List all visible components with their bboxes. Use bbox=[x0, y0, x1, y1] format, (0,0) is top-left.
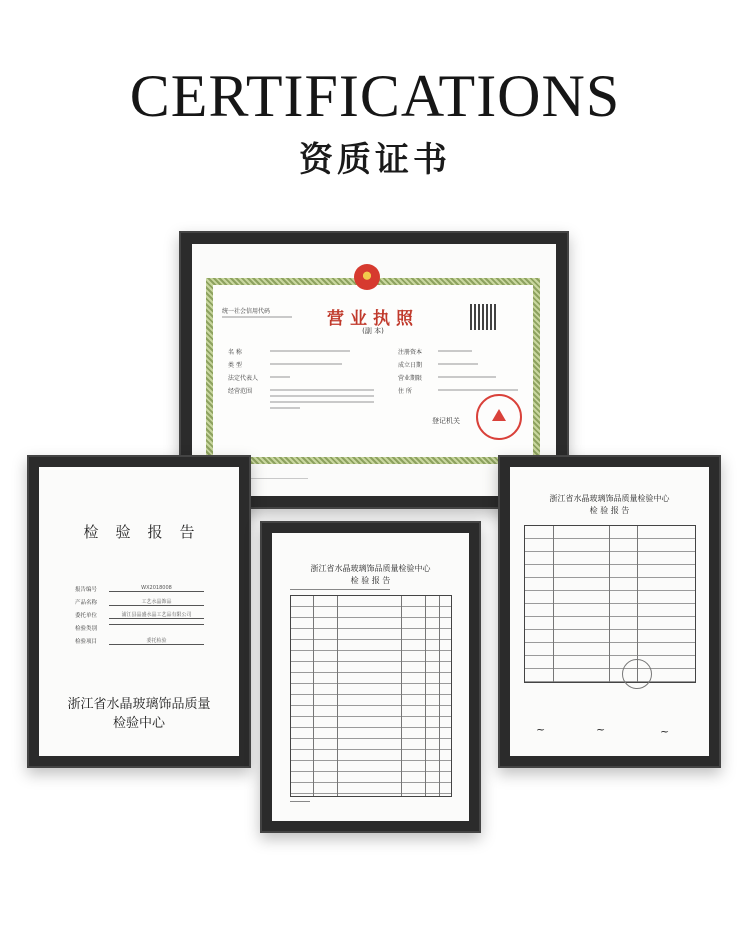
license-field-value bbox=[270, 389, 374, 391]
report-title: 浙江省水晶玻璃饰品质量检验中心 bbox=[549, 494, 670, 503]
license-field-value bbox=[270, 363, 342, 365]
signature-icon: ~ bbox=[536, 723, 546, 736]
table-column-line bbox=[401, 596, 402, 796]
page-subtitle: 资质证书 bbox=[299, 140, 451, 180]
cover-row bbox=[75, 611, 192, 622]
cover-organization-line: 浙江省水晶玻璃饰品质量 bbox=[67, 697, 211, 712]
license-field-value bbox=[270, 395, 374, 397]
table-column-line bbox=[313, 596, 314, 796]
license-field-value bbox=[438, 350, 472, 352]
signature-icon: ~ bbox=[660, 725, 670, 738]
cover-row bbox=[75, 598, 172, 609]
table-column-line bbox=[425, 596, 426, 796]
license-field-label: 经营范围 bbox=[228, 388, 253, 395]
report-subtitle: 检 验 报 告 bbox=[589, 506, 630, 515]
inspection-seal-icon bbox=[622, 659, 652, 689]
license-field-label: 法定代表人 bbox=[228, 375, 259, 382]
report-table bbox=[290, 595, 452, 797]
cover-row-label: 委托单位 bbox=[75, 613, 98, 619]
cover-row-value: 委托检验 bbox=[109, 637, 204, 645]
license-field-label: 名 称 bbox=[228, 349, 242, 356]
cover-row bbox=[75, 637, 167, 648]
signature-icon: ~ bbox=[596, 723, 606, 736]
table-column-line bbox=[439, 596, 440, 796]
cover-organization-line: 检验中心 bbox=[112, 716, 165, 731]
license-issuer: 登记机关 bbox=[432, 417, 460, 425]
license-field-label: 成立日期 bbox=[398, 362, 423, 369]
page-title: CERTIFICATIONS bbox=[129, 63, 621, 129]
cover-row-value bbox=[109, 624, 204, 625]
cover-row bbox=[75, 585, 172, 596]
inspection-cover-frame bbox=[27, 455, 251, 768]
credit-code-label: 统一社会信用代码 bbox=[222, 308, 271, 315]
license-field-value bbox=[270, 407, 300, 409]
license-field-value bbox=[270, 376, 290, 378]
report-middle-frame bbox=[260, 521, 481, 833]
table-column-line bbox=[609, 526, 610, 682]
license-field-value bbox=[438, 363, 478, 365]
cover-row-label: 检验类别 bbox=[75, 626, 98, 632]
cover-organization bbox=[39, 695, 239, 733]
report-page-right bbox=[510, 467, 709, 756]
cover-row-label: 产品名称 bbox=[75, 600, 98, 606]
official-seal-icon bbox=[476, 394, 522, 440]
license-field-value bbox=[270, 350, 350, 352]
inspection-report-cover bbox=[39, 467, 239, 756]
cover-row-value: 工艺水晶饰品 bbox=[109, 598, 204, 606]
cover-row bbox=[75, 624, 97, 635]
table-column-line bbox=[553, 526, 554, 682]
credit-code-value bbox=[222, 316, 292, 318]
cover-title: 检验报告 bbox=[83, 523, 212, 541]
cover-row-label: 报告编号 bbox=[75, 587, 98, 593]
national-emblem-icon bbox=[354, 264, 380, 290]
license-field-value bbox=[438, 376, 496, 378]
report-subtitle: 检 验 报 告 bbox=[350, 576, 391, 585]
report-number-line bbox=[290, 589, 390, 590]
license-field-label: 住 所 bbox=[398, 388, 412, 395]
license-field-label: 注册资本 bbox=[398, 349, 423, 356]
license-title: 营业执照 bbox=[327, 309, 419, 329]
table-column-line bbox=[337, 596, 338, 796]
license-field-value bbox=[438, 389, 518, 391]
cover-row-label: 检验项目 bbox=[75, 639, 98, 645]
cover-row-value: WX2018008 bbox=[109, 585, 204, 592]
report-footer-note bbox=[290, 801, 310, 802]
report-table bbox=[524, 525, 696, 683]
license-field-label: 营业期限 bbox=[398, 375, 423, 382]
report-title: 浙江省水晶玻璃饰品质量检验中心 bbox=[310, 564, 431, 573]
report-page-middle bbox=[272, 533, 469, 821]
license-subtitle: (副 本) bbox=[362, 327, 384, 335]
qr-code-icon bbox=[470, 304, 496, 330]
report-right-frame bbox=[498, 455, 721, 768]
license-field-value bbox=[270, 401, 374, 403]
cover-row-value: 浦江县晶盛水晶工艺品有限公司 bbox=[109, 611, 204, 619]
license-field-label: 类 型 bbox=[228, 362, 242, 369]
